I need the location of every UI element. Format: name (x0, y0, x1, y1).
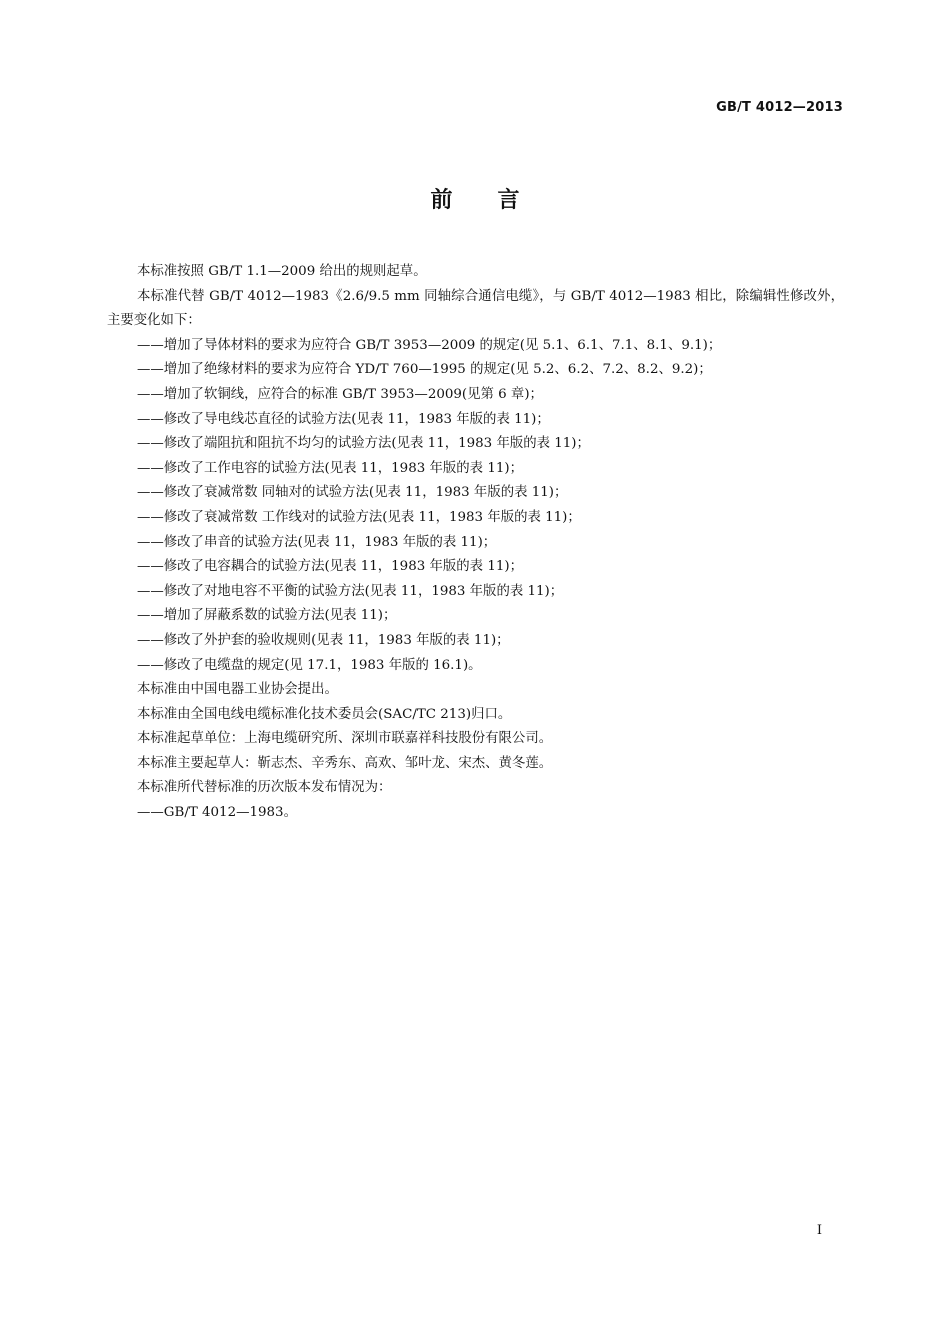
paragraph-drafters: 本标准主要起草人：靳志杰、辛秀东、高欢、邹叶龙、宋杰、黄冬莲。 (137, 755, 553, 771)
paragraph-committee: 本标准由全国电线电缆标准化技术委员会(SAC/TC 213)归口。 (137, 706, 512, 722)
preface-content (107, 260, 844, 826)
paragraph-drafting-units: 本标准起草单位：上海电缆研究所、深圳市联嘉祥科技股份有限公司。 (137, 731, 553, 747)
change-item: ——增加了导体材料的要求为应符合 GB/T 3953—2009 的规定(见 5.1、6.1、7.1、8.1、9.1)； (137, 337, 722, 353)
change-item: ——修改了串音的试验方法(见表 11，1983 年版的表 11)； (137, 534, 497, 550)
change-item: ——修改了端阻抗和阻抗不均匀的试验方法(见表 11，1983 年版的表 11)； (137, 436, 590, 452)
paragraph-drafting-rules: 本标准按照 GB/T 1.1—2009 给出的规则起草。 (137, 264, 427, 279)
change-item: ——修改了衰减常数 同轴对的试验方法(见表 11，1983 年版的表 11)； (137, 485, 568, 501)
history-item: ——GB/T 4012—1983。 (137, 805, 297, 821)
paragraph-proposer: 本标准由中国电器工业协会提出。 (137, 682, 338, 698)
change-item: ——修改了电容耦合的试验方法(见表 11，1983 年版的表 11)； (137, 559, 523, 575)
paragraph-replacement: 本标准代替 GB/T 4012—1983《2.6/9.5 mm 同轴综合通信电缆》，与 GB/T 4012—1983 相比，除编辑性修改外，主要变化如下： (107, 288, 844, 329)
change-item: ——增加了绝缘材料的要求为应符合 YD/T 760—1995 的规定(见 5.2、6.2、7.2、8.2、9.2)； (137, 362, 712, 378)
header-standard-code: GB/T 4012—2013 (716, 100, 843, 115)
change-item: ——修改了外护套的验收规则(见表 11，1983 年版的表 11)； (137, 632, 510, 648)
change-item: ——修改了导电线芯直径的试验方法(见表 11，1983 年版的表 11)； (137, 411, 550, 427)
change-item: ——修改了衰减常数 工作线对的试验方法(见表 11，1983 年版的表 11)； (137, 509, 581, 525)
change-item: ——增加了屏蔽系数的试验方法(见表 11)； (137, 608, 397, 624)
change-item: ——修改了电缆盘的规定(见 17.1，1983 年版的 16.1)。 (137, 657, 482, 673)
page-number: I (816, 1223, 822, 1238)
page-title: 前言 (430, 188, 565, 213)
change-item: ——修改了对地电容不平衡的试验方法(见表 11，1983 年版的表 11)； (137, 583, 564, 599)
change-item: ——修改了工作电容的试验方法(见表 11，1983 年版的表 11)； (137, 460, 523, 476)
paragraph-history-intro: 本标准所代替标准的历次版本发布情况为： (137, 780, 392, 796)
change-item: ——增加了软铜线，应符合的标准 GB/T 3953—2009(见第 6 章)； (137, 386, 543, 402)
